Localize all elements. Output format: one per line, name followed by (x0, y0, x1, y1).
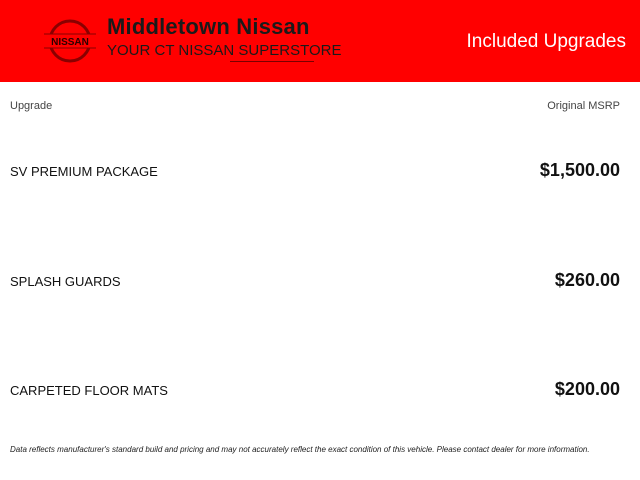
upgrade-price: $1,500.00 (539, 160, 620, 180)
disclaimer-text: Data reflects manufacturer's standard build and pricing and may not accurately reflect the exact condition of this vehicle. Please contact dealer for more information. (10, 445, 590, 454)
tagline-divider (230, 61, 314, 62)
upgrade-name: CARPETED FLOOR MATS (10, 383, 168, 398)
nissan-logo-icon (42, 18, 98, 64)
column-header-msrp: Original MSRP (547, 100, 620, 112)
column-header-upgrade: Upgrade (10, 100, 53, 112)
upgrade-row (0, 270, 640, 294)
dealer-name: Middletown Nissan (107, 14, 310, 39)
logo-text: NISSAN (51, 37, 89, 48)
upgrade-price: $200.00 (554, 379, 620, 399)
page-title: Included Upgrades (466, 31, 626, 52)
upgrade-name: SPLASH GUARDS (10, 274, 121, 289)
upgrade-row (0, 379, 640, 403)
upgrade-price: $260.00 (554, 270, 620, 290)
dealer-tagline: YOUR CT NISSAN SUPERSTORE (107, 42, 342, 59)
header-banner (0, 0, 640, 82)
upgrade-row (0, 160, 640, 184)
upgrade-name: SV PREMIUM PACKAGE (10, 164, 158, 179)
